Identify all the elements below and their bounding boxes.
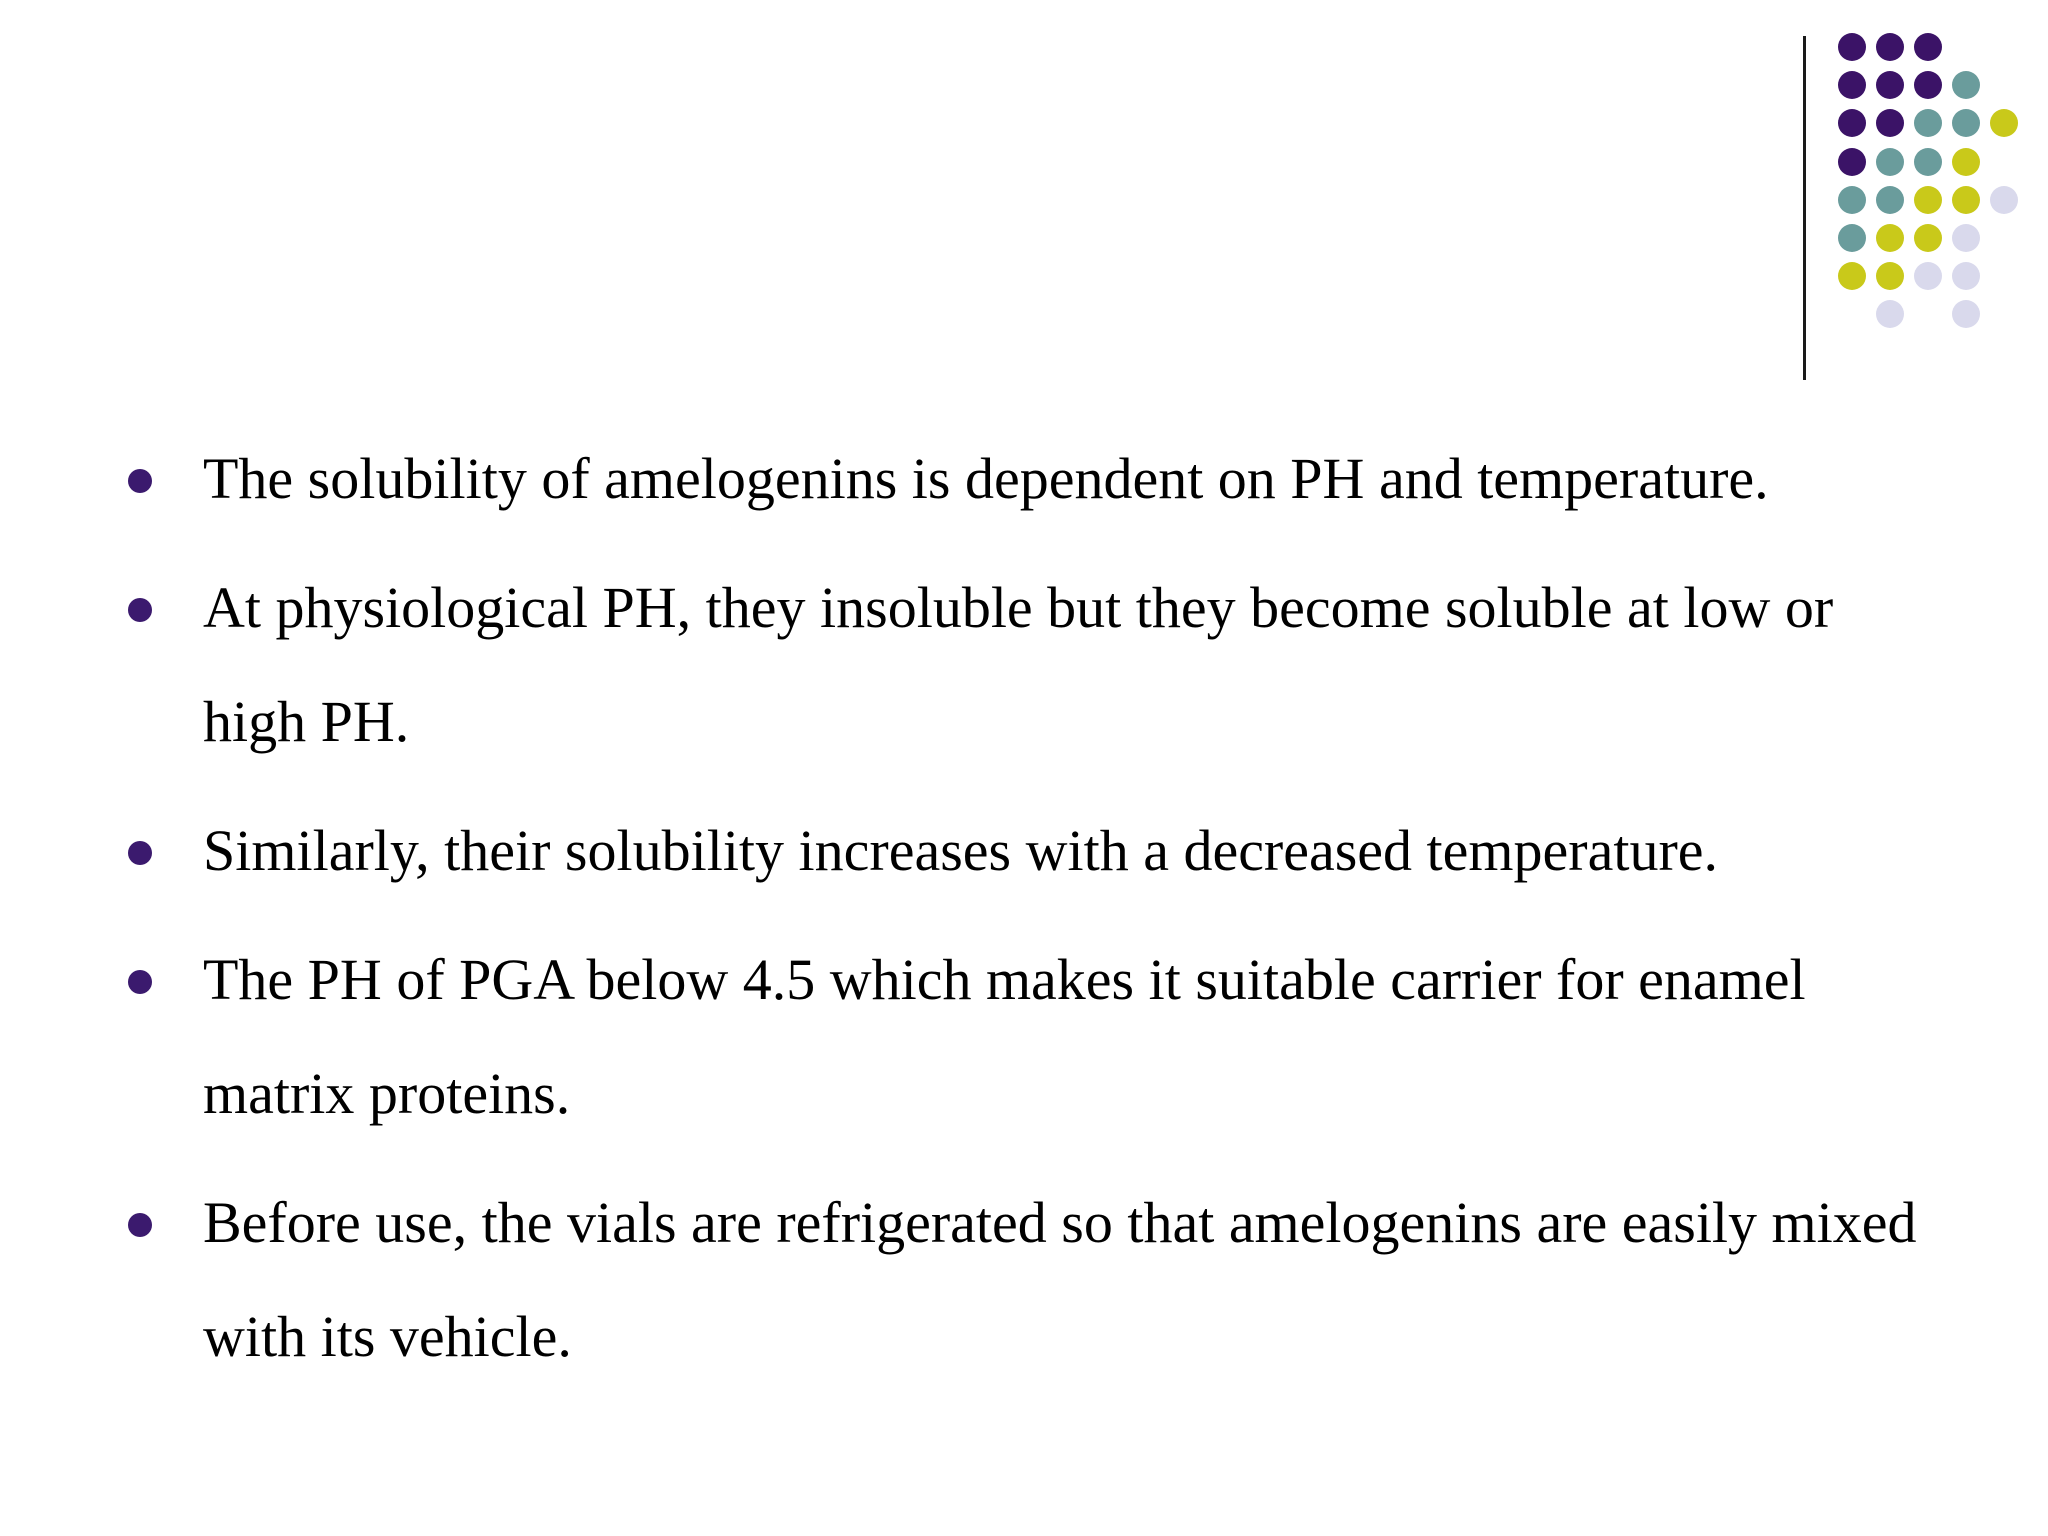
bullet-dot-icon — [128, 469, 152, 493]
bullet-text: Before use, the vials are refrigerated so that amelogenins are easily mixed with its vehicle. — [203, 1190, 1917, 1369]
bullet-item — [118, 422, 1948, 536]
decoration-dot — [1952, 262, 1980, 290]
decoration-dot — [1876, 262, 1904, 290]
decoration-dot — [1914, 224, 1942, 252]
decoration-dot — [1876, 33, 1904, 61]
decoration-dot — [1952, 186, 1980, 214]
bullet-text: The PH of PGA below 4.5 which makes it suitable carrier for enamel matrix proteins. — [203, 947, 1806, 1126]
bullet-dot-icon — [128, 841, 152, 865]
bullet-item — [118, 1166, 1948, 1394]
decoration-dot — [1876, 71, 1904, 99]
bullet-text: At physiological PH, they insoluble but they become soluble at low or high PH. — [203, 575, 1834, 754]
decoration-dot — [1952, 224, 1980, 252]
bullet-item — [118, 551, 1948, 779]
decoration-dot — [1952, 71, 1980, 99]
decoration-dot — [1876, 186, 1904, 214]
decoration-dot — [1838, 262, 1866, 290]
decoration-dot — [1838, 71, 1866, 99]
bullet-item — [118, 923, 1948, 1151]
decoration-dot — [1838, 224, 1866, 252]
decoration-dot — [1876, 224, 1904, 252]
bullet-text: Similarly, their solubility increases with a decreased temperature. — [203, 818, 1718, 883]
decoration-dot — [1914, 262, 1942, 290]
decoration-dot — [1990, 186, 2018, 214]
decoration-dot — [1914, 109, 1942, 137]
decoration-dot — [1876, 300, 1904, 328]
decoration-dot — [1876, 109, 1904, 137]
bullet-dot-icon — [128, 1213, 152, 1237]
decoration-dot — [1838, 33, 1866, 61]
dot-grid-decoration — [0, 0, 2048, 400]
decoration-dot — [1990, 109, 2018, 137]
bullet-list — [118, 422, 1948, 1409]
bullet-item — [118, 794, 1948, 908]
decoration-dot — [1914, 71, 1942, 99]
bullet-text: The solubility of amelogenins is dependent on PH and temperature. — [203, 446, 1769, 511]
decoration-dot — [1952, 148, 1980, 176]
decoration-dot — [1914, 148, 1942, 176]
decoration-dot — [1914, 186, 1942, 214]
decoration-dot — [1838, 109, 1866, 137]
decoration-dot — [1914, 33, 1942, 61]
decoration-dot — [1952, 109, 1980, 137]
decoration-dot — [1876, 148, 1904, 176]
bullet-dot-icon — [128, 970, 152, 994]
decoration-dot — [1838, 186, 1866, 214]
decoration-dot — [1952, 300, 1980, 328]
decoration-dot — [1838, 148, 1866, 176]
vertical-divider — [1803, 36, 1806, 380]
bullet-dot-icon — [128, 598, 152, 622]
